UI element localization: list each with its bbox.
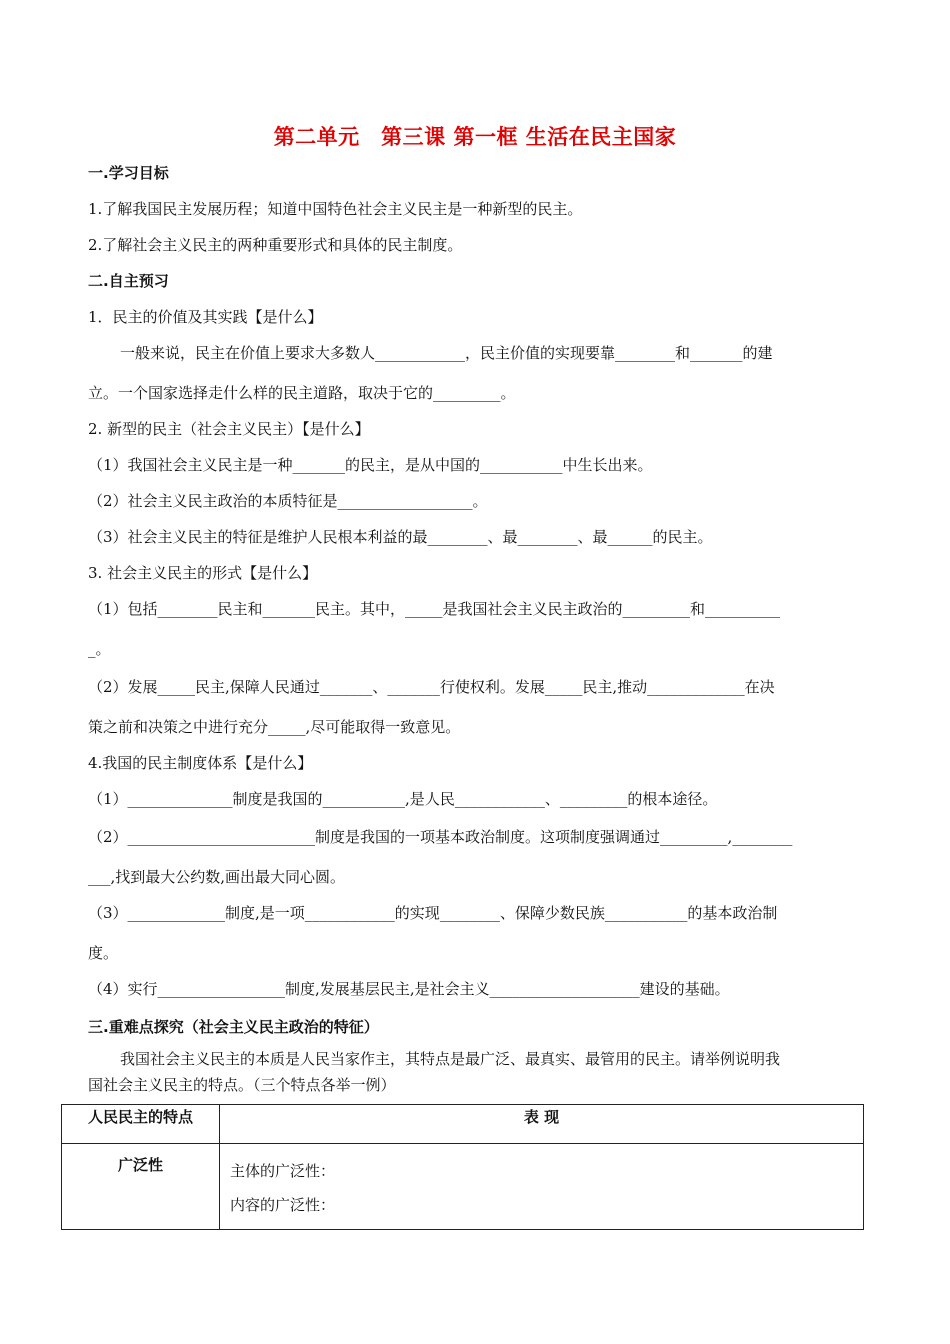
manifestation-cell[interactable] bbox=[220, 1144, 864, 1230]
fill-blank-line: （3）社会主义民主的特征是维护人民根本利益的最________、最________、最______的民主。 bbox=[88, 528, 713, 546]
fill-blank-line: _。 bbox=[88, 640, 111, 658]
fill-blank-line: （2）社会主义民主政治的本质特征是__________________。 bbox=[88, 492, 488, 510]
fill-blank-line: （2）_________________________制度是我国的一项基本政治制度。这项制度强调通过_________,________ bbox=[88, 828, 793, 846]
fill-blank-line: ___,找到最大公约数,画出最大同心圆。 bbox=[88, 868, 346, 886]
key-points-paragraph: 我国社会主义民主的本质是人民当家作主，其特点是最广泛、最真实、最管用的民主。请举例说明我 bbox=[120, 1050, 781, 1068]
fill-blank-line: 立。一个国家选择走什么样的民主道路，取决于它的_________。 bbox=[88, 384, 516, 402]
fill-blank-line: 一般来说，民主在价值上要求大多数人____________，民主价值的实现要靠________和_______的建 bbox=[120, 344, 773, 362]
key-points-paragraph: 国社会主义民主的特点。（三个特点各举一例） bbox=[88, 1076, 396, 1094]
manifestation-item: 内容的广泛性： bbox=[230, 1196, 336, 1214]
table-header-manifestation: 表 现 bbox=[220, 1105, 864, 1144]
feature-cell: 广泛性 bbox=[62, 1144, 220, 1230]
table-row bbox=[62, 1144, 864, 1230]
fill-blank-line: 策之前和决策之中进行充分_____,尽可能取得一致意见。 bbox=[88, 718, 461, 736]
subheading-democracy-system: 4.我国的民主制度体系【是什么】 bbox=[88, 754, 313, 772]
subheading-democracy-forms: 3. 社会主义民主的形式【是什么】 bbox=[88, 564, 318, 582]
fill-blank-line: （2）发展_____民主,保障人民通过_______、_______行使权利。发展_____民主,推动_____________在决 bbox=[88, 678, 775, 696]
fill-blank-line: （1）______________制度是我国的___________,是人民____________、_________的根本途径。 bbox=[88, 790, 718, 808]
page-title: 第二单元 第三课 第一框 生活在民主国家 bbox=[273, 125, 677, 149]
manifestation-item: 主体的广泛性： bbox=[230, 1162, 336, 1180]
subheading-new-democracy: 2. 新型的民主（社会主义民主）【是什么】 bbox=[88, 420, 370, 438]
objective-item: 2.了解社会主义民主的两种重要形式和具体的民主制度。 bbox=[88, 236, 463, 254]
fill-blank-line: （1）包括________民主和_______民主。其中，_____是我国社会主义民主政治的_________和__________ bbox=[88, 600, 781, 618]
subheading-democracy-value: 1．民主的价值及其实践【是什么】 bbox=[88, 308, 323, 326]
features-table bbox=[61, 1104, 864, 1230]
fill-blank-line: （4）实行_________________制度,发展基层民主,是社会主义____________________建设的基础。 bbox=[88, 980, 730, 998]
section-heading-objectives: 一.学习目标 bbox=[88, 164, 169, 182]
section-heading-preview: 二.自主预习 bbox=[88, 272, 169, 290]
fill-blank-line: （3）_____________制度,是一项____________的实现________、保障少数民族___________的基本政治制 bbox=[88, 904, 778, 922]
section-heading-key-points: 三.重难点探究（社会主义民主政治的特征） bbox=[88, 1018, 379, 1036]
fill-blank-line: （1）我国社会主义民主是一种_______的民主，是从中国的___________中生长出来。 bbox=[88, 456, 653, 474]
objective-item: 1.了解我国民主发展历程；知道中国特色社会主义民主是一种新型的民主。 bbox=[88, 200, 583, 218]
table-header-row bbox=[62, 1105, 864, 1144]
fill-blank-line: 度。 bbox=[88, 944, 119, 962]
table-header-feature: 人民民主的特点 bbox=[62, 1105, 220, 1144]
